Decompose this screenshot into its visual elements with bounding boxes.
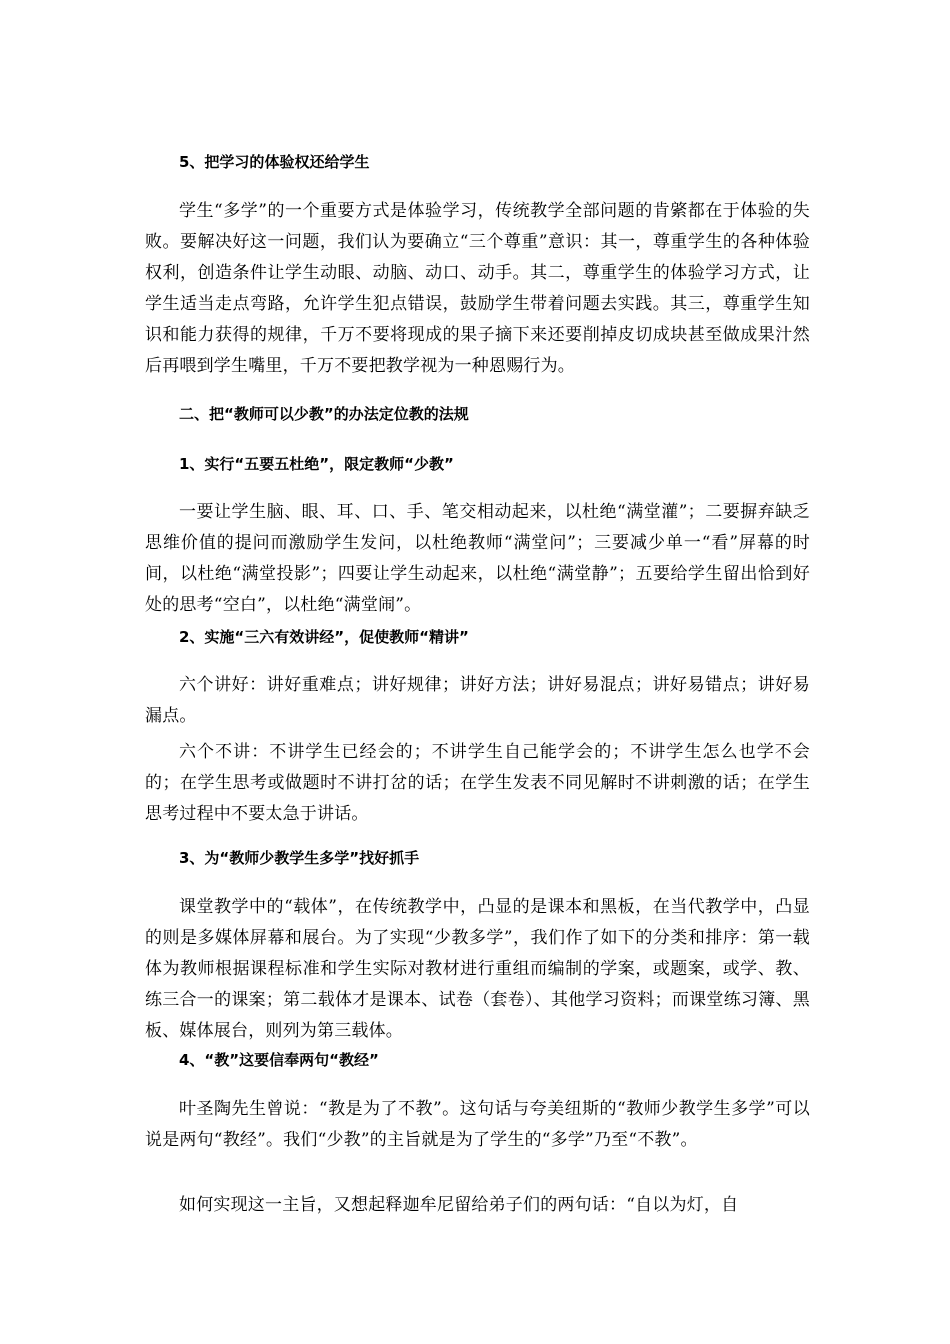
paragraph-six-teach-well: 六个讲好：讲好重难点；讲好规律；讲好方法；讲好易混点；讲好易错点；讲好易漏点。 [145,675,810,726]
chapter-heading-2: 二、把“教师可以少教”的办法定位教的法规 [179,405,469,423]
section-heading-4: 4、“教”这要信奉两句“教经” [179,1051,379,1069]
section-heading-1: 1、实行“五要五杜绝”，限定教师“少教” [179,455,454,473]
paragraph-five-requirements: 一要让学生脑、眼、耳、口、手、笔交相动起来，以杜绝“满堂灌”；二要摒弃缺乏思维价值的提问而激励学生发问，以杜绝教师“满堂问”；三要减少单一“看”屏幕的时间，以杜绝“满堂投影”；四要让学生动起来，以杜绝“满堂静”；五要给学生留出恰到好处的思考“空白”，以杜绝“满堂闹”。 [145,502,810,615]
section-heading-3: 3、为“教师少教学生多学”找好抓手 [179,849,420,867]
section-heading-2: 2、实施“三六有效讲经”，促使教师“精讲” [179,628,469,646]
section-heading-5: 5、把学习的体验权还给学生 [179,153,370,171]
paragraph-carriers: 课堂教学中的“载体”，在传统教学中，凸显的是课本和黑板，在当代教学中，凸显的则是多媒体屏幕和展台。为了实现“少教多学”，我们作了如下的分类和排序：第一载体为教师根据课程标准和学生实际对教材进行重组而编制的学案，或题案，或学、教、练三合一的课案；第二载体才是课本、试卷（套卷）、其他学习资料；而课堂练习簿、黑板、媒体展台，则列为第三载体。 [145,897,810,1041]
paragraph-buddha-quote: 如何实现这一主旨，又想起释迦牟尼留给弟子们的两句话：“自以为灯，自 [179,1195,739,1215]
paragraph-six-not-teach: 六个不讲：不讲学生已经会的；不讲学生自己能学会的；不讲学生怎么也学不会的；在学生思考或做题时不讲打岔的话；在学生发表不同见解时不讲刺激的话；在学生思考过程中不要太急于讲话。 [145,742,810,824]
paragraph-experience-learning: 学生“多学”的一个重要方式是体验学习，传统教学全部问题的肯綮都在于体验的失败。要解决好这一问题，我们认为要确立“三个尊重”意识：其一，尊重学生的各种体验权利，创造条件让学生动眼、动脑、动口、动手。其二，尊重学生的体验学习方式，让学生适当走点弯路，允许学生犯点错误，鼓励学生带着问题去实践。其三，尊重学生知识和能力获得的规律，千万不要将现成的果子摘下来还要削掉皮切成块甚至做成果汁然后再喂到学生嘴里，千万不要把教学视为一种恩赐行为。 [145,201,810,376]
paragraph-teaching-maxim: 叶圣陶先生曾说：“教是为了不教”。这句话与夸美纽斯的“教师少教学生多学”可以说是两句“教经”。我们“少教”的主旨就是为了学生的“多学”乃至“不教”。 [145,1099,810,1150]
